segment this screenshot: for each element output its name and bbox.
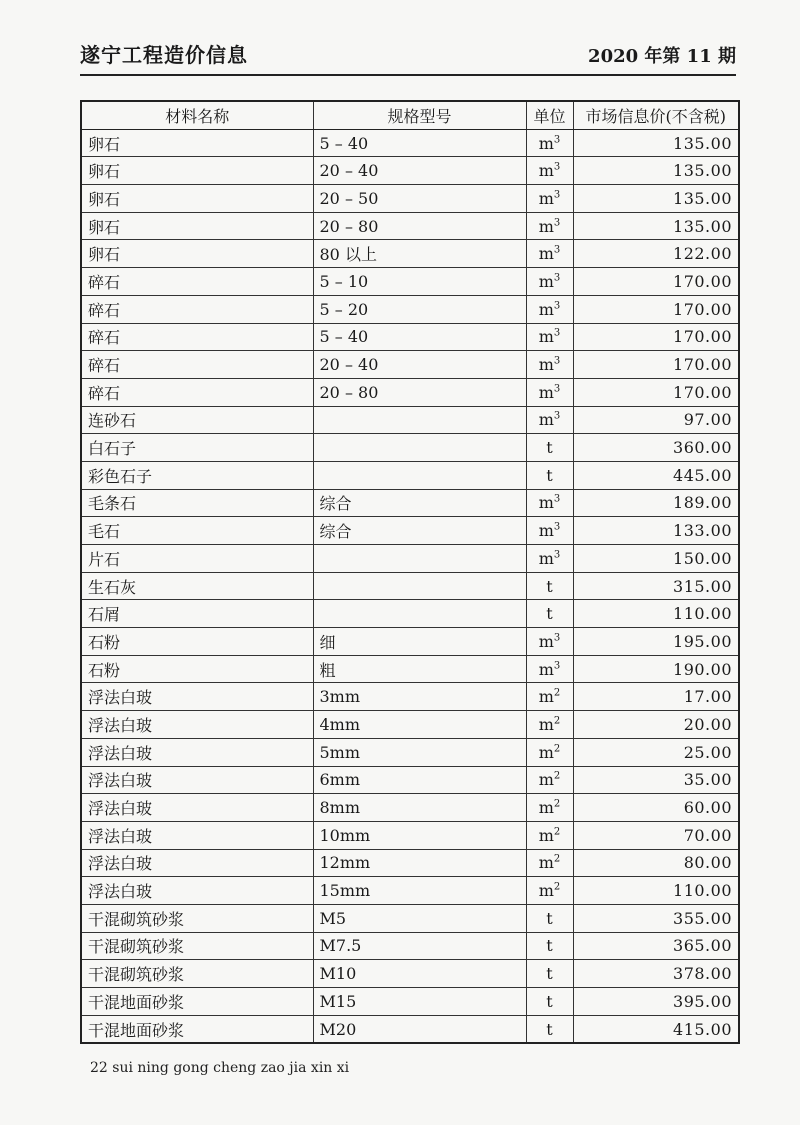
material-name-cell: 碎石: [81, 378, 313, 406]
price-cell: 395.00: [573, 988, 739, 1016]
unit-base: m: [538, 770, 554, 790]
spec-cell: [313, 572, 526, 600]
price-cell: 315.00: [573, 572, 739, 600]
unit-base: m: [538, 631, 554, 651]
table-row: [81, 821, 739, 849]
spec-cell: 6mm: [313, 766, 526, 794]
table-row: [81, 849, 739, 877]
unit-cell: [526, 655, 573, 683]
table-row: [81, 461, 739, 489]
page-header: [80, 40, 736, 76]
price-cell: 135.00: [573, 157, 739, 185]
price-cell: 25.00: [573, 738, 739, 766]
unit-cell: [526, 378, 573, 406]
material-name-cell: 浮法白玻: [81, 877, 313, 905]
price-cell: 110.00: [573, 600, 739, 628]
unit-base: m: [538, 853, 554, 873]
spec-cell: 综合: [313, 489, 526, 517]
unit-cell: [526, 988, 573, 1016]
unit-cell: [526, 268, 573, 296]
material-name-cell: 碎石: [81, 323, 313, 351]
price-cell: 195.00: [573, 628, 739, 656]
unit-exponent: 3: [553, 355, 561, 367]
spec-cell: M5: [313, 904, 526, 932]
unit-exponent: 3: [553, 189, 561, 201]
price-cell: 80.00: [573, 849, 739, 877]
unit-exponent: 3: [553, 217, 561, 229]
spec-cell: [313, 461, 526, 489]
material-name-cell: 干混砌筑砂浆: [81, 932, 313, 960]
unit-base: m: [538, 521, 554, 541]
table-row: [81, 129, 739, 157]
table-row: [81, 268, 739, 296]
issue-number: 2020 年第 11 期: [588, 46, 736, 67]
spec-cell: 细: [313, 628, 526, 656]
unit-base: m: [538, 299, 554, 319]
price-cell: 135.00: [573, 185, 739, 213]
unit-cell: [526, 960, 573, 988]
table-header-row: [81, 101, 739, 129]
material-name-cell: 浮法白玻: [81, 711, 313, 739]
table-row: [81, 378, 739, 406]
unit-cell: [526, 157, 573, 185]
unit-cell: [526, 240, 573, 268]
price-cell: 20.00: [573, 711, 739, 739]
unit-base: m: [538, 244, 554, 264]
spec-cell: M15: [313, 988, 526, 1016]
unit-base: t: [546, 604, 553, 624]
table-row: [81, 766, 739, 794]
spec-cell: 4mm: [313, 711, 526, 739]
unit-base: t: [546, 936, 553, 956]
spec-cell: 5 – 40: [313, 129, 526, 157]
unit-base: m: [538, 659, 554, 679]
spec-cell: [313, 406, 526, 434]
unit-exponent: 2: [553, 798, 561, 810]
table-row: [81, 932, 739, 960]
unit-exponent: 3: [553, 300, 561, 312]
unit-exponent: 3: [553, 328, 561, 340]
unit-exponent: 3: [553, 549, 561, 561]
unit-cell: [526, 932, 573, 960]
table-row: [81, 185, 739, 213]
unit-exponent: 3: [553, 272, 561, 284]
table-row: [81, 517, 739, 545]
unit-base: m: [538, 271, 554, 291]
unit-cell: [526, 406, 573, 434]
column-header-price: 市场信息价(不含税): [573, 101, 739, 129]
material-name-cell: 片石: [81, 545, 313, 573]
unit-base: m: [538, 687, 554, 707]
material-name-cell: 石屑: [81, 600, 313, 628]
table-row: [81, 960, 739, 988]
price-cell: 415.00: [573, 1015, 739, 1043]
unit-exponent: 2: [553, 743, 561, 755]
unit-cell: [526, 185, 573, 213]
spec-cell: 10mm: [313, 821, 526, 849]
table-row: [81, 683, 739, 711]
unit-cell: [526, 461, 573, 489]
price-cell: 70.00: [573, 821, 739, 849]
unit-base: m: [538, 327, 554, 347]
unit-base: m: [538, 410, 554, 430]
unit-cell: [526, 212, 573, 240]
price-table: [80, 100, 740, 1044]
column-header-material-name: 材料名称: [81, 101, 313, 129]
price-cell: 170.00: [573, 323, 739, 351]
table-row: [81, 240, 739, 268]
material-name-cell: 浮法白玻: [81, 766, 313, 794]
spec-cell: 5 – 10: [313, 268, 526, 296]
spec-cell: 15mm: [313, 877, 526, 905]
unit-exponent: 3: [553, 521, 561, 533]
spec-cell: 8mm: [313, 794, 526, 822]
unit-cell: [526, 129, 573, 157]
table-row: [81, 295, 739, 323]
material-name-cell: 碎石: [81, 268, 313, 296]
spec-cell: 5 – 40: [313, 323, 526, 351]
unit-exponent: 3: [553, 161, 561, 173]
unit-cell: [526, 517, 573, 545]
unit-base: m: [538, 216, 554, 236]
unit-cell: [526, 738, 573, 766]
unit-base: m: [538, 493, 554, 513]
unit-base: t: [546, 991, 553, 1011]
unit-exponent: 2: [553, 881, 561, 893]
unit-cell: [526, 572, 573, 600]
unit-exponent: 2: [553, 715, 561, 727]
table-row: [81, 545, 739, 573]
price-cell: 170.00: [573, 295, 739, 323]
material-name-cell: 生石灰: [81, 572, 313, 600]
table-row: [81, 434, 739, 462]
price-cell: 378.00: [573, 960, 739, 988]
unit-cell: [526, 821, 573, 849]
material-name-cell: 浮法白玻: [81, 738, 313, 766]
table-row: [81, 351, 739, 379]
spec-cell: 5mm: [313, 738, 526, 766]
unit-exponent: 2: [553, 771, 561, 783]
price-cell: 190.00: [573, 655, 739, 683]
price-cell: 60.00: [573, 794, 739, 822]
material-name-cell: 卵石: [81, 185, 313, 213]
material-name-cell: 干混地面砂浆: [81, 1015, 313, 1043]
unit-cell: [526, 1015, 573, 1043]
unit-base: m: [538, 742, 554, 762]
price-cell: 133.00: [573, 517, 739, 545]
spec-cell: 综合: [313, 517, 526, 545]
spec-cell: 12mm: [313, 849, 526, 877]
material-name-cell: 石粉: [81, 655, 313, 683]
table-row: [81, 711, 739, 739]
unit-exponent: 3: [553, 632, 561, 644]
material-name-cell: 连砂石: [81, 406, 313, 434]
unit-cell: [526, 683, 573, 711]
material-name-cell: 卵石: [81, 212, 313, 240]
material-name-cell: 卵石: [81, 240, 313, 268]
unit-cell: [526, 545, 573, 573]
spec-cell: M10: [313, 960, 526, 988]
table-row: [81, 572, 739, 600]
unit-base: t: [546, 438, 553, 458]
unit-cell: [526, 766, 573, 794]
unit-exponent: 3: [553, 244, 561, 256]
price-cell: 170.00: [573, 268, 739, 296]
spec-cell: 20 – 50: [313, 185, 526, 213]
unit-cell: [526, 849, 573, 877]
unit-exponent: 3: [553, 134, 561, 146]
spec-cell: 20 – 80: [313, 212, 526, 240]
unit-exponent: 2: [553, 826, 561, 838]
unit-base: m: [538, 714, 554, 734]
unit-base: m: [538, 825, 554, 845]
unit-base: m: [538, 881, 554, 901]
unit-cell: [526, 711, 573, 739]
material-name-cell: 卵石: [81, 157, 313, 185]
price-cell: 360.00: [573, 434, 739, 462]
price-cell: 17.00: [573, 683, 739, 711]
unit-cell: [526, 489, 573, 517]
table-row: [81, 738, 739, 766]
table-row: [81, 794, 739, 822]
material-name-cell: 干混砌筑砂浆: [81, 904, 313, 932]
price-cell: 170.00: [573, 378, 739, 406]
unit-base: m: [538, 161, 554, 181]
material-name-cell: 浮法白玻: [81, 821, 313, 849]
unit-base: m: [538, 133, 554, 153]
unit-cell: [526, 323, 573, 351]
spec-cell: [313, 434, 526, 462]
unit-base: m: [538, 188, 554, 208]
material-name-cell: 石粉: [81, 628, 313, 656]
table-row: [81, 489, 739, 517]
column-header-unit: 单位: [526, 101, 573, 129]
price-cell: 110.00: [573, 877, 739, 905]
material-name-cell: 卵石: [81, 129, 313, 157]
price-cell: 170.00: [573, 351, 739, 379]
unit-cell: [526, 351, 573, 379]
material-name-cell: 浮法白玻: [81, 794, 313, 822]
spec-cell: 5 – 20: [313, 295, 526, 323]
spec-cell: [313, 600, 526, 628]
spec-cell: M7.5: [313, 932, 526, 960]
material-name-cell: 毛条石: [81, 489, 313, 517]
price-cell: 97.00: [573, 406, 739, 434]
spec-cell: 20 – 40: [313, 351, 526, 379]
unit-base: t: [546, 465, 553, 485]
unit-base: m: [538, 548, 554, 568]
unit-exponent: 3: [553, 494, 561, 506]
unit-cell: [526, 295, 573, 323]
table-row: [81, 628, 739, 656]
unit-cell: [526, 434, 573, 462]
spec-cell: 20 – 40: [313, 157, 526, 185]
table-row: [81, 655, 739, 683]
unit-cell: [526, 877, 573, 905]
price-cell: 355.00: [573, 904, 739, 932]
price-cell: 135.00: [573, 129, 739, 157]
spec-cell: 3mm: [313, 683, 526, 711]
unit-exponent: 2: [553, 687, 561, 699]
table-row: [81, 877, 739, 905]
material-name-cell: 白石子: [81, 434, 313, 462]
unit-exponent: 3: [553, 660, 561, 672]
material-name-cell: 彩色石子: [81, 461, 313, 489]
price-cell: 135.00: [573, 212, 739, 240]
material-name-cell: 干混砌筑砂浆: [81, 960, 313, 988]
unit-exponent: 2: [553, 854, 561, 866]
price-cell: 445.00: [573, 461, 739, 489]
spec-cell: 粗: [313, 655, 526, 683]
spec-cell: 20 – 80: [313, 378, 526, 406]
unit-base: t: [546, 908, 553, 928]
material-name-cell: 碎石: [81, 351, 313, 379]
unit-base: m: [538, 798, 554, 818]
material-name-cell: 碎石: [81, 295, 313, 323]
table-row: [81, 904, 739, 932]
unit-exponent: 3: [553, 411, 561, 423]
column-header-spec: 规格型号: [313, 101, 526, 129]
unit-cell: [526, 904, 573, 932]
table-row: [81, 988, 739, 1016]
table-row: [81, 1015, 739, 1043]
table-body: [81, 129, 739, 1043]
price-cell: 150.00: [573, 545, 739, 573]
material-name-cell: 毛石: [81, 517, 313, 545]
material-name-cell: 浮法白玻: [81, 683, 313, 711]
publication-title: 遂宁工程造价信息: [80, 43, 248, 67]
unit-base: m: [538, 355, 554, 375]
table-row: [81, 212, 739, 240]
unit-cell: [526, 794, 573, 822]
unit-cell: [526, 628, 573, 656]
price-cell: 122.00: [573, 240, 739, 268]
spec-cell: [313, 545, 526, 573]
table-row: [81, 323, 739, 351]
page-footer: 22 sui ning gong cheng zao jia xin xi: [90, 1060, 350, 1076]
material-name-cell: 浮法白玻: [81, 849, 313, 877]
price-cell: 35.00: [573, 766, 739, 794]
unit-base: t: [546, 576, 553, 596]
price-cell: 189.00: [573, 489, 739, 517]
price-cell: 365.00: [573, 932, 739, 960]
material-name-cell: 干混地面砂浆: [81, 988, 313, 1016]
table-row: [81, 600, 739, 628]
table-row: [81, 406, 739, 434]
spec-cell: M20: [313, 1015, 526, 1043]
unit-cell: [526, 600, 573, 628]
unit-exponent: 3: [553, 383, 561, 395]
unit-base: m: [538, 382, 554, 402]
spec-cell: 80 以上: [313, 240, 526, 268]
unit-base: t: [546, 1019, 553, 1039]
table-row: [81, 157, 739, 185]
unit-base: t: [546, 964, 553, 984]
